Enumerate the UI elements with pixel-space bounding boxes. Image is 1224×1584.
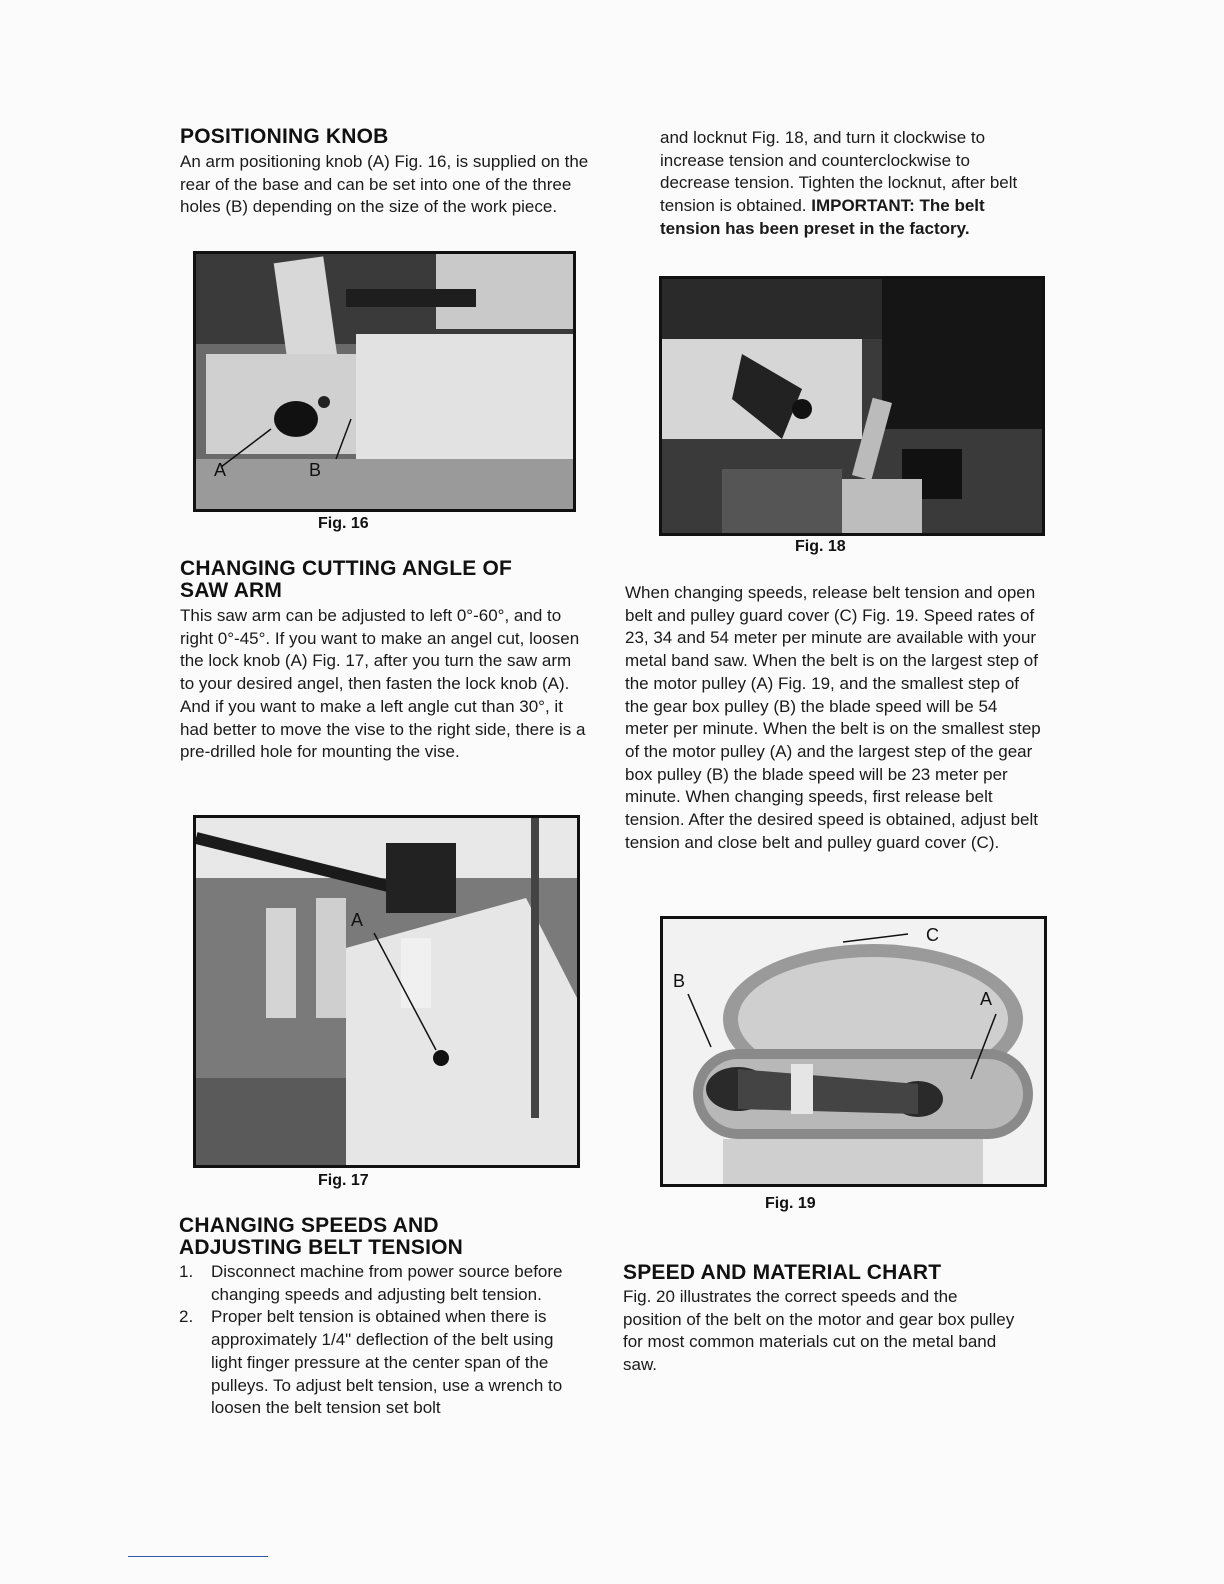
figure-19-label-a: A [980,989,993,1009]
left-column [180,126,590,219]
positioning-knob-body: An arm positioning knob (A) Fig. 16, is supplied on the rear of the base and can be set into one of the three holes (B) depending on the size of the work piece. [180,152,589,217]
footer-rule [128,1556,268,1557]
figure-17-caption: Fig. 17 [318,1172,369,1189]
speed-material-chart-section [623,1262,1043,1377]
figure-19-photo [660,916,1047,1187]
speed-material-chart-body: Fig. 20 illustrates the correct speeds and the position of the belt on the motor and gear box pulley for most common materials cut on the metal band saw. [623,1287,1015,1375]
changing-speeds-body: When changing speeds, release belt tension and open belt and pulley guard cover (C) Fig. 19. Speed rates of 23, 34 and 54 meter per minute are available with your metal band saw. When the belt is on the largest step of the motor pulley (A) Fig. 19, and the smallest step of the gear box pulley (B) the blade speed will be 54 meter per minute. When the belt is on the smallest step of the motor pulley (A) and the largest step of the gear box pulley (B) the blade speed will be 23 meter per minute. When changing speeds, first release belt tension. After the desired speed is obtained, adjust belt tension and close belt and pulley guard cover (C). [625,583,1041,852]
list-item: 2. Proper belt tension is obtained when there is approximately 1/4" deflection of the belt using light finger pressure at the center span of the pulleys. To adjust belt tension, use a wrench to loosen the belt tension set bolt [179,1307,563,1418]
cutting-angle-section [180,558,588,764]
continued-text: and locknut Fig. 18, and turn it clockwise to increase tension and counterclockwise to decrease tension. Tighten the locknut, after belt tension is obtained. [660,128,1018,216]
changing-speeds-instructions [625,582,1045,854]
figure-16-label-a: A [214,460,227,480]
figure-18-photo [659,276,1045,536]
cutting-angle-heading: CHANGING CUTTING ANGLE OF SAW ARM [180,557,513,602]
positioning-knob-heading: POSITIONING KNOB [180,125,389,148]
figure-17-photo [193,815,580,1168]
figure-16-photo [193,251,576,512]
figure-19-label-b: B [673,971,686,991]
figure-16-caption: Fig. 16 [318,515,369,532]
figure-18-caption: Fig. 18 [795,538,846,555]
figure-17-label-a: A [351,910,364,930]
speed-material-chart-heading: SPEED AND MATERIAL CHART [623,1261,942,1284]
list-item: 1. Disconnect machine from power source before changing speeds and adjusting belt tension. [179,1262,563,1304]
important-note: IMPORTANT: The belt tension has been preset in the factory. [660,196,985,238]
belt-tension-continued [660,127,1040,241]
cutting-angle-body: This saw arm can be adjusted to left 0°-60°, and to right 0°-45°. If you want to make an angel cut, loosen the lock knob (A) Fig. 17, after you turn the saw arm to your desired angel, then fasten the lock knob (A). And if you want to make a left angle cut than 30°, it had better to move the vise to the right side, there is a pre-drilled hole for mounting the vise. [180,606,586,762]
belt-tension-steps [179,1261,589,1420]
changing-speeds-section [179,1215,589,1420]
figure-19-label-c: C [926,925,939,945]
changing-speeds-heading: CHANGING SPEEDS AND ADJUSTING BELT TENSION [179,1214,464,1259]
figure-16-label-b: B [309,460,322,480]
figure-19-caption: Fig. 19 [765,1195,816,1212]
